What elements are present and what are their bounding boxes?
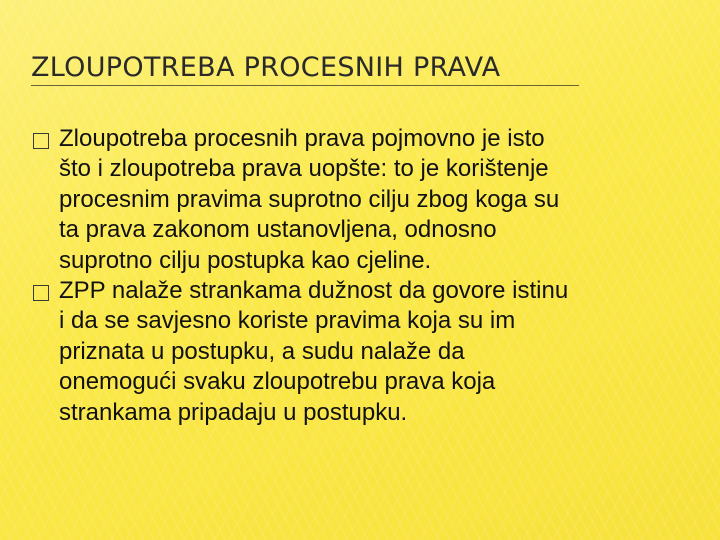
slide-title: ZLOUPOTREBA PROCESNIH PRAVA [31, 52, 501, 83]
bullet-line: strankama pripadaju u postupku. [59, 398, 408, 426]
bullet-item-1 [33, 124, 703, 276]
bullet-line: procesnim pravima suprotno cilju zbog koga su [59, 185, 560, 213]
bullet-item-2 [33, 276, 703, 428]
bullet-line: priznata u postupku, a sudu nalaže da [59, 337, 465, 365]
empty-square-icon [33, 285, 49, 301]
bullet-line: onemogući svaku zloupotrebu prava koja [59, 368, 496, 396]
empty-square-icon [33, 133, 49, 149]
bullet-line: što i zloupotreba prava uopšte: to je korištenje [59, 155, 549, 183]
bullet-line: ZPP nalaže strankama dužnost da govore istinu [59, 277, 569, 305]
bullet-line: suprotno cilju postupka kao cjeline. [59, 246, 432, 274]
bullet-line: Zloupotreba procesnih prava pojmovno je isto [59, 125, 545, 152]
bullet-line: ta prava zakonom ustanovljena, odnosno [59, 216, 497, 244]
title-underline [31, 85, 579, 86]
slide-body [33, 124, 703, 428]
bullet-line: i da se savjesno koriste pravima koja su im [59, 307, 516, 335]
